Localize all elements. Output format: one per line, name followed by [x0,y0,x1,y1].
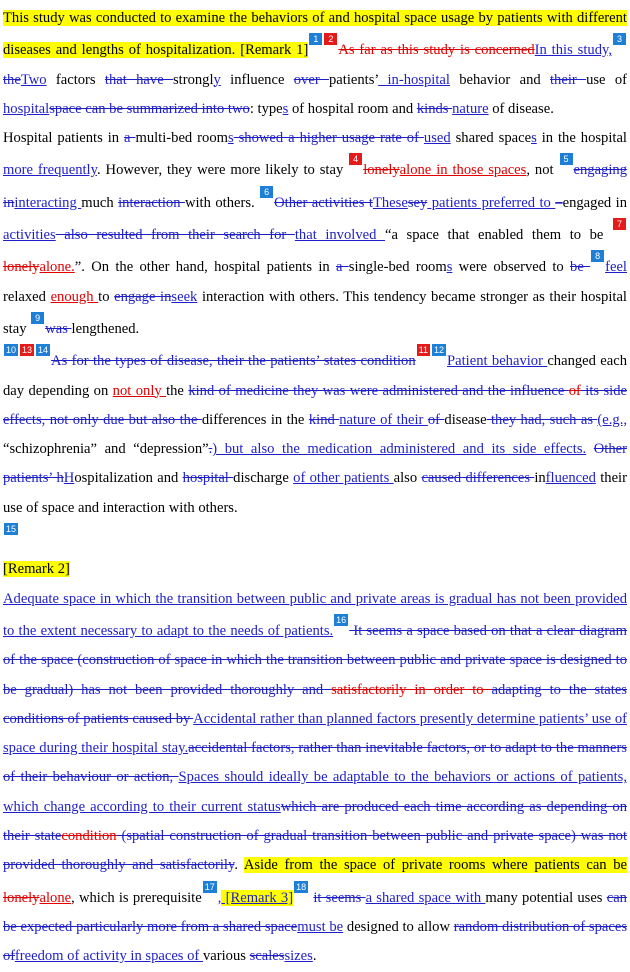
text-segment: with others. [184,194,260,211]
inserted-text: alone. [39,259,75,276]
deleted-text: interaction [118,194,185,211]
inserted-text: fluenced [545,470,596,487]
comment-marker-3[interactable]: 3 [613,33,626,45]
inserted-text: spaces of [141,948,203,965]
deleted-text: that have [104,71,173,88]
inserted-text: s [227,130,234,147]
deleted-text: engage in [114,288,172,305]
text-segment: engaged [562,194,612,211]
text-segment: interaction with others. This tendency became stronger as their hospital stay [3,288,627,337]
text-segment: their use of space and interaction with others. [3,470,627,516]
deleted-text: . [208,441,213,458]
deleted-text: can be expected particularly more from a shared space [3,889,627,935]
text-segment: influence [220,71,294,88]
deleted-text: caused differences [421,470,535,487]
inserted-text: sizes [284,948,313,965]
deleted-text: which are produced each time according as [280,798,547,815]
text-segment: much [81,194,119,211]
deleted-text: lonely [3,889,40,906]
deleted-text: be [570,259,591,276]
comment-marker-1[interactable]: 1 [309,33,322,45]
inserted-text: alone [39,889,72,906]
inserted-text: seek [171,288,198,305]
inserted-text: Accidental rather than planned factors presently determine patients’ use of space during their hospital stay. [3,710,627,757]
text-segment: in [611,194,628,211]
deleted-text: showed a higher usage rate of [233,130,424,147]
paragraph-adequate-space [3,585,627,972]
deleted-text: it seems [313,889,366,906]
inserted-text: must be [297,918,344,935]
deleted-text: a [124,130,136,147]
text-segment: . However, they were more likely to stay [96,162,349,179]
inserted-text: more frequently [3,162,97,179]
deleted-text: As for the types of disease, their the patients’ states condition [51,353,416,370]
comment-marker-18[interactable]: 18 [296,881,307,892]
deleted-text: sey [407,194,428,211]
inserted-text: nature of their [339,411,428,428]
deleted-text: lonely [3,259,40,276]
comment-marker-11[interactable]: 11 [418,345,428,356]
comment-marker-17[interactable]: 17 [204,881,215,892]
deleted-text: Other patients’ h [3,441,627,487]
deleted-text: kind of medicine they was [188,382,350,399]
text-segment: “a space that enabled them to be [384,227,612,244]
inserted-text: s [531,130,537,147]
deleted-text: depending on their state [3,798,627,845]
deleted-text: condition [61,828,117,845]
deleted-text: engaging in [3,162,627,211]
inserted-text: alone in those spaces [399,162,527,179]
text-segment: behavior and [449,71,550,88]
comment-marker-6[interactable]: 6 [260,186,273,198]
deleted-text: kind [308,411,340,428]
text-segment: , which is prerequisite [71,889,202,906]
comment-marker-12[interactable]: 12 [434,345,445,356]
inserted-text: Spaces should ideally be adaptable to the behaviors or actions of patients, which change according to their current status [3,769,627,815]
deleted-text: its side effects, not only due but also the [3,382,627,428]
text-segment: discharge [233,470,294,487]
text-segment: in [534,470,546,487]
inserted-text: nature [452,100,489,117]
deleted-text: also resulted from their search for [55,227,295,244]
text-segment: multi-bed room [135,130,228,147]
highlighted-text: Aside from the space of private rooms where patients can be [243,857,627,874]
text-segment: “schizophrenia” and “depression” [3,441,209,458]
text-segment: factors [46,71,105,88]
inserted-text: Adequate space in which the transition between public and private areas is gradual has not been provided to the extent necessary to adapt to the needs of patients. [3,590,627,639]
text-segment: differences in the [201,411,309,428]
inserted-text: Patient behavior [447,353,548,370]
comment-marker-5[interactable]: 5 [560,153,573,165]
deleted-text: (spatial construction of gradual transition between public and private space) was not provided thoroughly and satisfactorily [3,828,627,874]
deleted-text: hospital [182,470,234,487]
comment-marker-16[interactable]: 16 [336,614,347,625]
inserted-text: H [63,470,75,487]
inserted-text: of other patients [293,470,394,487]
inserted-text: y [213,71,221,88]
text-segment: designed to allow [343,918,454,935]
text-segment: ” [74,259,82,276]
text-segment [586,441,594,457]
comment-marker-13[interactable]: 13 [22,345,33,356]
deleted-text: As far as this study is concerned [338,42,535,59]
deleted-text: of patients caused by [67,710,194,727]
deleted-text: the [3,71,21,88]
deleted-text: – [555,194,563,211]
deleted-text: accidental factors, rather than inevitable factors, or to adapt to the manners of their behaviour or action, [3,740,627,786]
inserted-text: patients preferred to [427,194,556,211]
inserted-text: (e.g., [597,411,628,428]
deleted-text: kinds [416,100,453,117]
remark-3-highlight: [Remark 3] [221,889,294,906]
inserted-text: that involved [294,227,385,244]
deleted-text: adapting [491,681,542,698]
deleted-text: satisfactorily in order to [331,681,492,698]
deleted-text: random distribution of spaces of [3,918,628,965]
comment-marker-15[interactable]: 15 [6,524,17,535]
deleted-text: to the states [541,681,627,698]
text-segment: were observed to [452,259,571,276]
inserted-text: Two [20,71,47,88]
text-segment: . [234,857,244,874]
inserted-text: interacting [14,194,82,211]
deleted-text: a [335,259,349,276]
deleted-text: their [550,71,587,88]
paragraph-multibed [3,124,627,344]
text-segment: lengthened. [71,320,140,337]
inserted-text: s [282,100,289,117]
deleted-text: they had, such as [486,411,598,428]
text-segment: relaxed [3,288,51,305]
comment-marker-7[interactable]: 7 [613,218,626,230]
inserted-text: ) but also the medication administered and its side effects. [212,441,587,458]
comment-marker-9[interactable]: 9 [31,312,44,324]
text-segment: strongl [172,71,214,88]
deleted-text: lonely [363,162,400,179]
text-segment: also [393,470,422,487]
text-segment: , not [526,162,559,179]
inserted-text: a shared space with [365,889,486,906]
inserted-text: freedom of activity in [14,948,142,965]
text-segment: . [312,948,317,965]
inserted-text: not only [112,382,167,399]
deleted-text: were [349,382,379,399]
deleted-text: of [568,382,581,399]
inserted-text: in-hospital [378,71,450,88]
text-segment: : type [249,100,283,117]
comment-marker-4[interactable]: 4 [349,153,362,165]
comment-marker-8[interactable]: 8 [591,250,604,262]
comment-marker-10[interactable]: 10 [6,345,17,356]
text-segment: of disease. [488,100,554,117]
deleted-text: It seems a space based on that a clear diagram of the space (construction of space in which the transition between public and private space is designed to be gradual) has not been provided thoroughly and [3,622,628,698]
deleted-text: scales [249,948,285,965]
paragraph-intro [3,4,627,124]
inserted-text: enough [50,288,99,305]
text-segment: in the hospital [536,130,627,147]
text-segment: the [166,382,189,399]
comment-marker-2[interactable]: 2 [324,33,337,45]
remark-2-highlight: [Remark 2] [3,561,70,578]
text-segment: to [98,288,115,305]
deleted-text: Other activities t [274,194,373,211]
text-segment: This study was conducted to examine the behaviors of and hospital space usage by patients with different diseases and lengths of hospitalization. [Remark 1] [3,10,627,59]
text-segment: changed each day depending on [3,353,628,399]
inserted-text: feel [605,259,627,276]
text-segment: . On the other hand, hospital patients in [81,259,336,276]
paragraph-disease-types [3,344,627,523]
deleted-text: over [293,71,329,88]
text-segment: shared space [450,130,532,147]
text-segment: use of [586,71,627,88]
text-segment: various [202,948,250,965]
inserted-text: used [423,130,451,147]
deleted-text: of [427,411,445,428]
deleted-text: administered and the influence [378,382,569,399]
deleted-text: conditions [3,710,68,727]
text-segment: disease [444,411,487,428]
comment-marker-14[interactable]: 14 [38,345,49,356]
deleted-text: space can be summarized into two [49,100,250,117]
inserted-text: activities [3,227,56,244]
deleted-text: was [45,320,72,337]
inserted-text: These [372,194,408,211]
inserted-text: s [446,259,453,276]
text-segment: patients’ [329,71,379,88]
inserted-text: In this study, [534,42,612,59]
paragraph-remark-2 [3,523,627,585]
text-segment: of hospital room and [288,100,417,117]
text-segment: ospitalization and [74,470,183,487]
text-segment: single-bed room [348,259,447,276]
text-segment: many potential uses [485,889,607,906]
text-segment: Hospital patients in [3,130,125,147]
inserted-text: , [217,889,222,906]
inserted-text: hospital [3,100,50,117]
